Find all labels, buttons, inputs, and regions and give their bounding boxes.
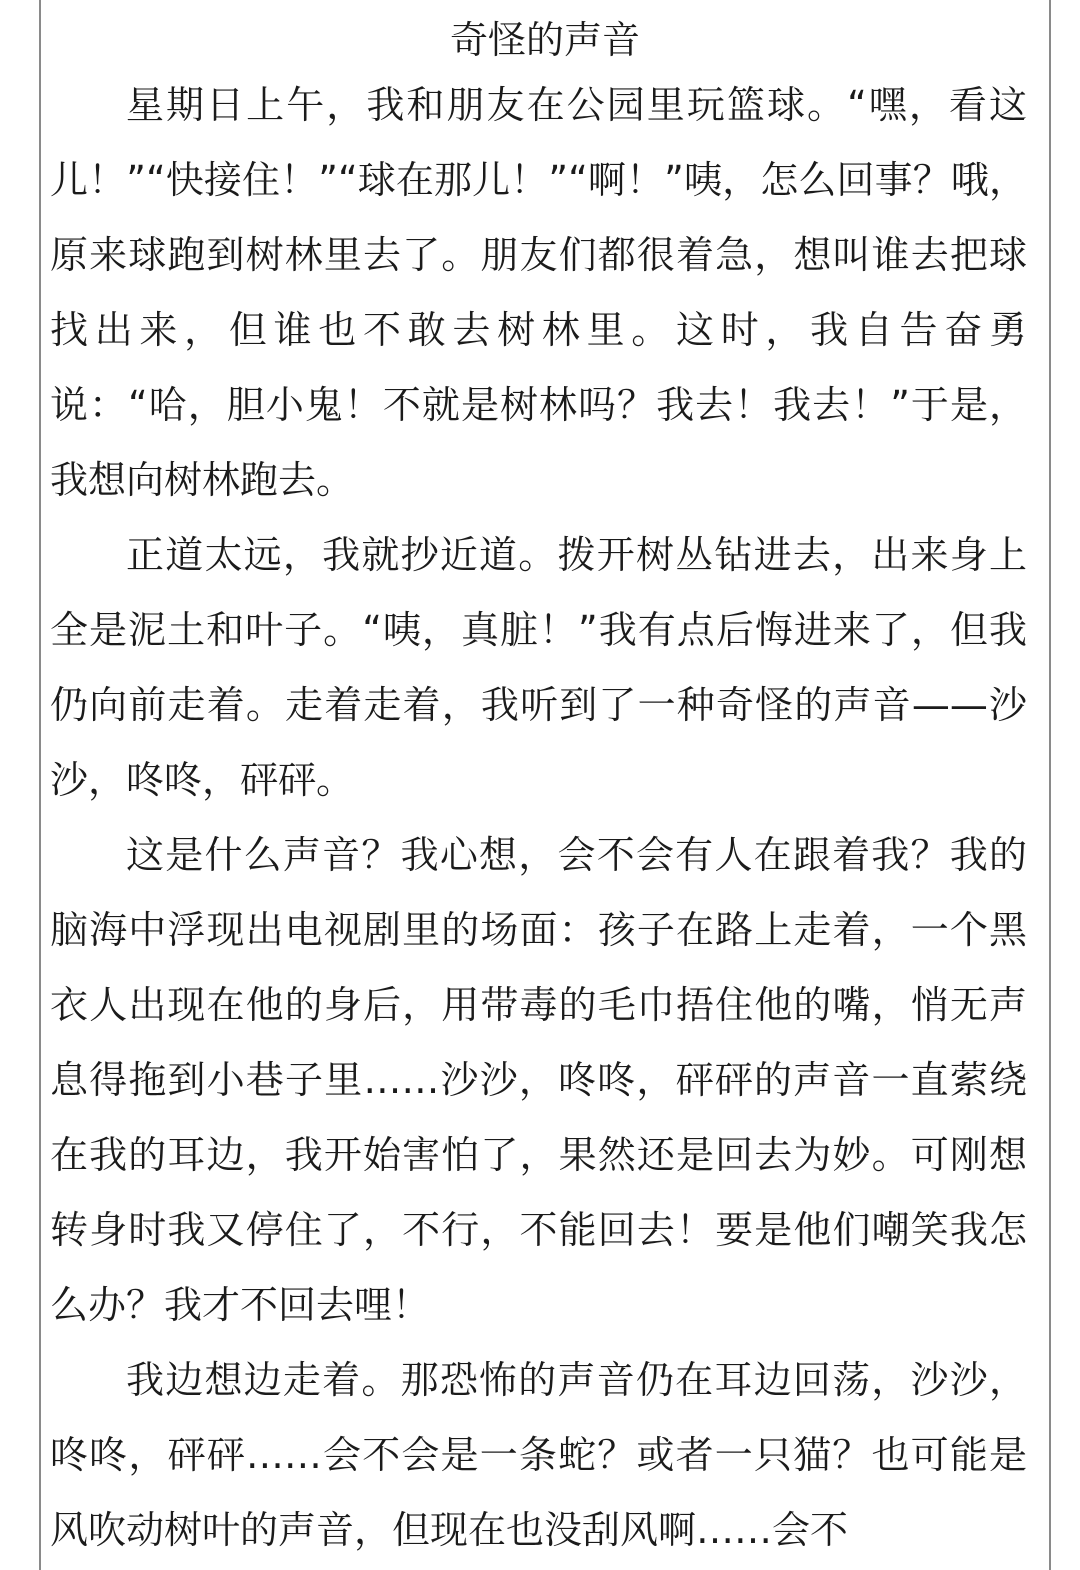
paragraph: 星期日上午，我和朋友在公园里玩篮球。“嘿，看这儿！”“快接住！”“球在那儿！”“啊！”咦，怎么回事？哦，原来球跑到树林里去了。朋友们都很着急，想叫谁去把球找出来，但谁也不敢去树林里。这时，我自告奋勇说：“哈，胆小鬼！不就是树林吗？我去！我去！”于是，我想向树林跑去。 bbox=[50, 83, 1027, 502]
essay-title: 奇怪的声音 bbox=[449, 18, 640, 62]
paragraph: 这是什么声音？我心想，会不会有人在跟着我？我的脑海中浮现出电视剧里的场面：孩子在路上走着，一个黑衣人出现在他的身后，用带毒的毛巾捂住他的嘴，悄无声息得拖到小巷子里……沙沙，咚咚，砰砰的声音一直萦绕在我的耳边，我开始害怕了，果然还是回去为妙。可刚想转身时我又停住了，不行，不能回去！要是他们嘲笑我怎么办？我才不回去哩！ bbox=[50, 833, 1027, 1327]
paragraph: 正道太远，我就抄近道。拨开树丛钻进去，出来身上全是泥土和叶子。“咦，真脏！”我有点后悔进来了，但我仍向前走着。走着走着，我听到了一种奇怪的声音——沙沙，咚咚，砰砰。 bbox=[50, 533, 1027, 802]
document-page bbox=[39, 0, 1051, 1570]
paragraph: 我边想边走着。那恐怖的声音仍在耳边回荡，沙沙，咚咚，砰砰……会不会是一条蛇？或者一只猫？也可能是风吹动树叶的声音，但现在也没刮风啊……会不 bbox=[50, 1358, 1027, 1552]
essay-body bbox=[41, 68, 1049, 1568]
